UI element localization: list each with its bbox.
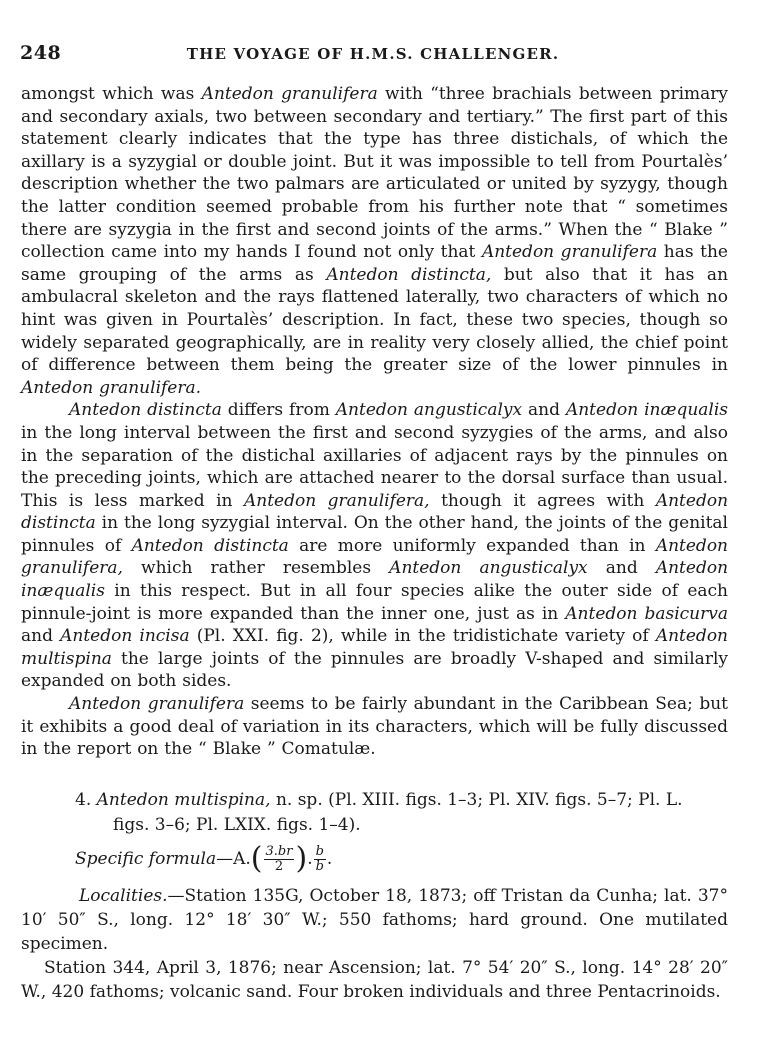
formula-end: . bbox=[326, 849, 333, 869]
text-run: in the long syzygial interval. On the other hand, the joints of the genital pinnules of bbox=[21, 513, 728, 556]
paragraph-1 bbox=[21, 83, 728, 399]
species-name: Antedon incisa bbox=[60, 626, 190, 647]
text-run: but also that it has an ambulacral skeleton and the rays flattened laterally, two characters of which no hint was given in Pourtalès’ description. In fact, these two species, though so widely separated geographically, are in reality very closely allied, the chief point of difference between them being the greater size of the lower pinnules in bbox=[21, 264, 729, 376]
text-run: differs from bbox=[221, 400, 336, 421]
species-name: Antedon basicurva bbox=[565, 603, 728, 624]
formula-prefix: —A. bbox=[216, 849, 251, 869]
species-name: Antedon angusticalyx bbox=[335, 400, 523, 421]
plate-references: n. sp. (Pl. XIII. figs. 1–3; Pl. XIV. figs. 5–7; Pl. L. bbox=[270, 790, 683, 810]
paragraph-3 bbox=[21, 693, 728, 761]
species-name: Antedon granulifera bbox=[481, 242, 658, 263]
text-run: and bbox=[21, 626, 61, 647]
localities-label: Localities. bbox=[79, 886, 168, 906]
text-run: though it agrees with bbox=[429, 490, 656, 511]
right-paren: ) bbox=[295, 841, 308, 876]
text-run: in the long interval between the first and second syzygies of the arms, and also in the separation of the distichal axillaries of adjacent rays by the pinnules on the preceding joints, which are attached nearer to the dorsal surface than usual. This is less marked in bbox=[21, 422, 728, 511]
locality-station-344: Station 344, April 3, 1876; near Ascension; lat. 7° 54′ 20″ S., long. 14° 28′ 20″ W., 420 fathoms; volcanic sand. Four broken individuals and three Pentacrinoids. bbox=[21, 958, 728, 1002]
locality-station-135g bbox=[21, 884, 728, 956]
species-name: Antedon multispina bbox=[21, 626, 728, 669]
specific-formula bbox=[75, 841, 333, 876]
text-run: amongst which was bbox=[21, 84, 202, 104]
fraction-2-denominator: b bbox=[315, 858, 324, 874]
species-heading-line-2: figs. 3–6; Pl. LXIX. figs. 1–4). bbox=[113, 815, 361, 835]
species-name: Antedon distincta, bbox=[326, 264, 492, 285]
species-heading bbox=[75, 788, 725, 838]
text-run: has the same grouping of the arms as bbox=[21, 242, 728, 285]
text-run: with “three brachials between primary and secondary axials, two between secondary and tertiary.” The first part of this statement clearly indicates that the type has three distichals, of which the axillary is a syzygial or double joint. But it was impossible to tell from Pourtalès’ description whether the two palmars are articulated or united by syzygy, though the latter condition seemed probable from his further note that “ sometimes there are syzygia in the first and second joints of the arms.” When the “ Blake ” collection came into my hands I found not only that bbox=[21, 84, 729, 263]
formula-label: Specific formula bbox=[75, 849, 217, 869]
species-name: Antedon granulifera, bbox=[243, 490, 430, 511]
fraction-2 bbox=[314, 845, 326, 874]
species-number: 4. bbox=[75, 790, 92, 810]
species-name: Antedon granulifera, bbox=[21, 535, 728, 579]
text-run: and bbox=[522, 400, 566, 421]
left-paren: ( bbox=[250, 841, 263, 876]
species-name: Antedon distincta bbox=[69, 400, 222, 421]
species-title: Antedon multispina, bbox=[96, 790, 271, 810]
species-name: Antedon inæqualis bbox=[565, 400, 729, 421]
paragraph-2 bbox=[21, 399, 728, 693]
text-run: the large joints of the pinnules are broadly V-shaped and similarly expanded on both sides. bbox=[21, 648, 728, 692]
species-name: Antedon distincta bbox=[21, 490, 729, 534]
text-run: are more uniformly expanded than in bbox=[288, 535, 656, 556]
species-name: Antedon distincta bbox=[131, 535, 289, 556]
species-heading-line-1 bbox=[75, 788, 725, 813]
body-text bbox=[21, 83, 728, 761]
text-run: which rather resembles bbox=[122, 558, 390, 579]
species-name: Antedon inæqualis bbox=[21, 558, 729, 602]
page-header bbox=[20, 42, 726, 68]
species-name: Antedon angusticalyx bbox=[389, 558, 588, 579]
text-run: and bbox=[587, 558, 656, 579]
species-name: Antedon granulifera bbox=[201, 84, 378, 104]
fraction-1-denominator: 2 bbox=[274, 858, 284, 874]
formula-dot: . bbox=[307, 849, 313, 869]
localities-section bbox=[21, 884, 728, 1004]
fraction-1 bbox=[264, 845, 295, 874]
species-name: Antedon granulifera. bbox=[21, 377, 202, 398]
page-number: 248 bbox=[20, 42, 62, 64]
text-run: seems to be fairly abundant in the Caribbean Sea; but it exhibits a good deal of variation in its characters, which will be fully discussed in the report on the “ Blake ” Comatulæ. bbox=[21, 694, 728, 760]
running-title: THE VOYAGE OF H.M.S. CHALLENGER. bbox=[186, 45, 560, 63]
species-name: Antedon granulifera bbox=[69, 694, 245, 715]
text-run: (Pl. XXI. fig. 2), while in the tridistichate variety of bbox=[189, 626, 656, 647]
text-run: in this respect. But in all four species alike the outer side of each pinnule-joint is more expanded than the inner one, just as in bbox=[21, 581, 728, 624]
fraction-1-numerator: 3.br bbox=[265, 843, 293, 859]
locality-text: —Station 135G, October 18, 1873; off Tristan da Cunha; lat. 37° 10′ 50″ S., long. 12° 18′ 30″ W.; 550 fathoms; hard ground. One mutilated specimen. bbox=[21, 886, 728, 954]
fraction-2-numerator: b bbox=[315, 843, 324, 859]
